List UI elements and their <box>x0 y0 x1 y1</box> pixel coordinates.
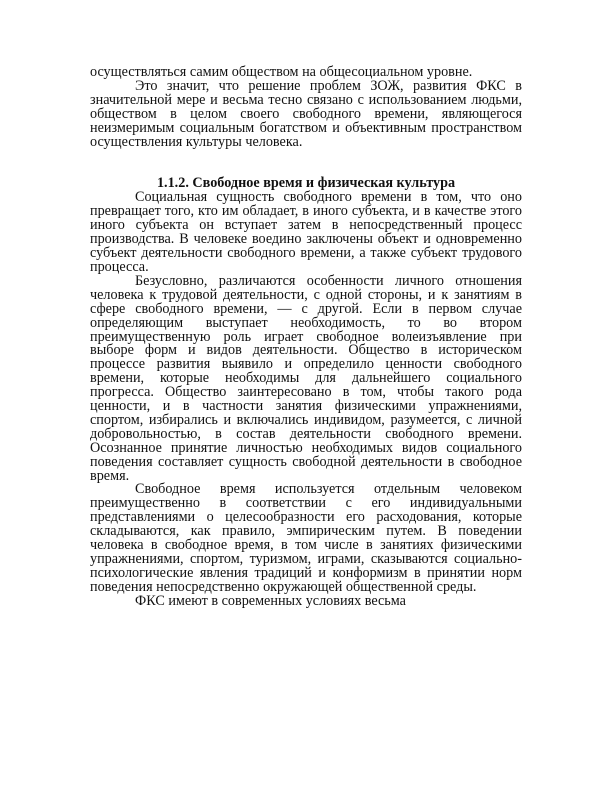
section-gap <box>90 149 522 176</box>
paragraph-social-essence: Социальная сущность свободного времени в том, что оно превращает того, кто им обладает, в иного субъекта, и в качестве этого иного субъекта он вступает затем в непосредственный процесс производства. В человеке воедино заключены объект и одновременно субъект деятельности свободного времени, а также субъект трудового процесса. <box>90 189 522 275</box>
section-heading: 1.1.2. Свободное время и физическая культура <box>156 175 456 192</box>
paragraph-free-time-usage: Свободное время используется отдельным человеком преимущественно в соответствии с его индивидуальными представлениями о целесообразности его расходования, которые складываются, как правило, эмпирическим путем. В поведении человека в свободное время, в том числе в занятиях физическими упражнениями, спортом, туризмом, играми, сказываются социально-психологические явления традиций и конформизм в принятии норм поведения непосредственно окружающей общественной среды. <box>90 481 522 595</box>
paragraph-fks-fragment: ФКС имеют в современных условиях весьма <box>135 592 406 609</box>
document-body <box>90 66 522 609</box>
paragraph-continued: осуществляться самим обществом на общесоциальном уровне. <box>90 64 473 80</box>
paragraph-zozh: Это значит, что решение проблем ЗОЖ, развития ФКС в значительной мере и весьма тесно связано с использованием людьми, обществом в целом своего свободного времени, являющегося неизмеримым социальным богатством и объективным пространством осуществления культуры человека. <box>90 77 522 150</box>
paragraph-personal-attitude: Безусловно, различаются особенности личного отношения человека к трудовой деятельности, с одной стороны, и к занятиям в сфере свободного времени, — с другой. Если в первом случае определяющим выступает необходимость, то во втором преимущественную роль играет свободное волеизъявление при выборе форм и видов деятельности. Общество в историческом процессе развития выявило и определило ценности свободного времени, которые необходимы для дальнейшего социального прогресса. Общество заинтересовано в том, чтобы такого рода ценности, и в частности занятия физическими упражнениями, спортом, избирались и включались индивидом, разумеется, с личной добровольностью, в состав деятельности свободного времени. Осознанное принятие личностью необходимых видов социального поведения составляет сущность свободной деятельности в свободное время. <box>90 272 522 484</box>
